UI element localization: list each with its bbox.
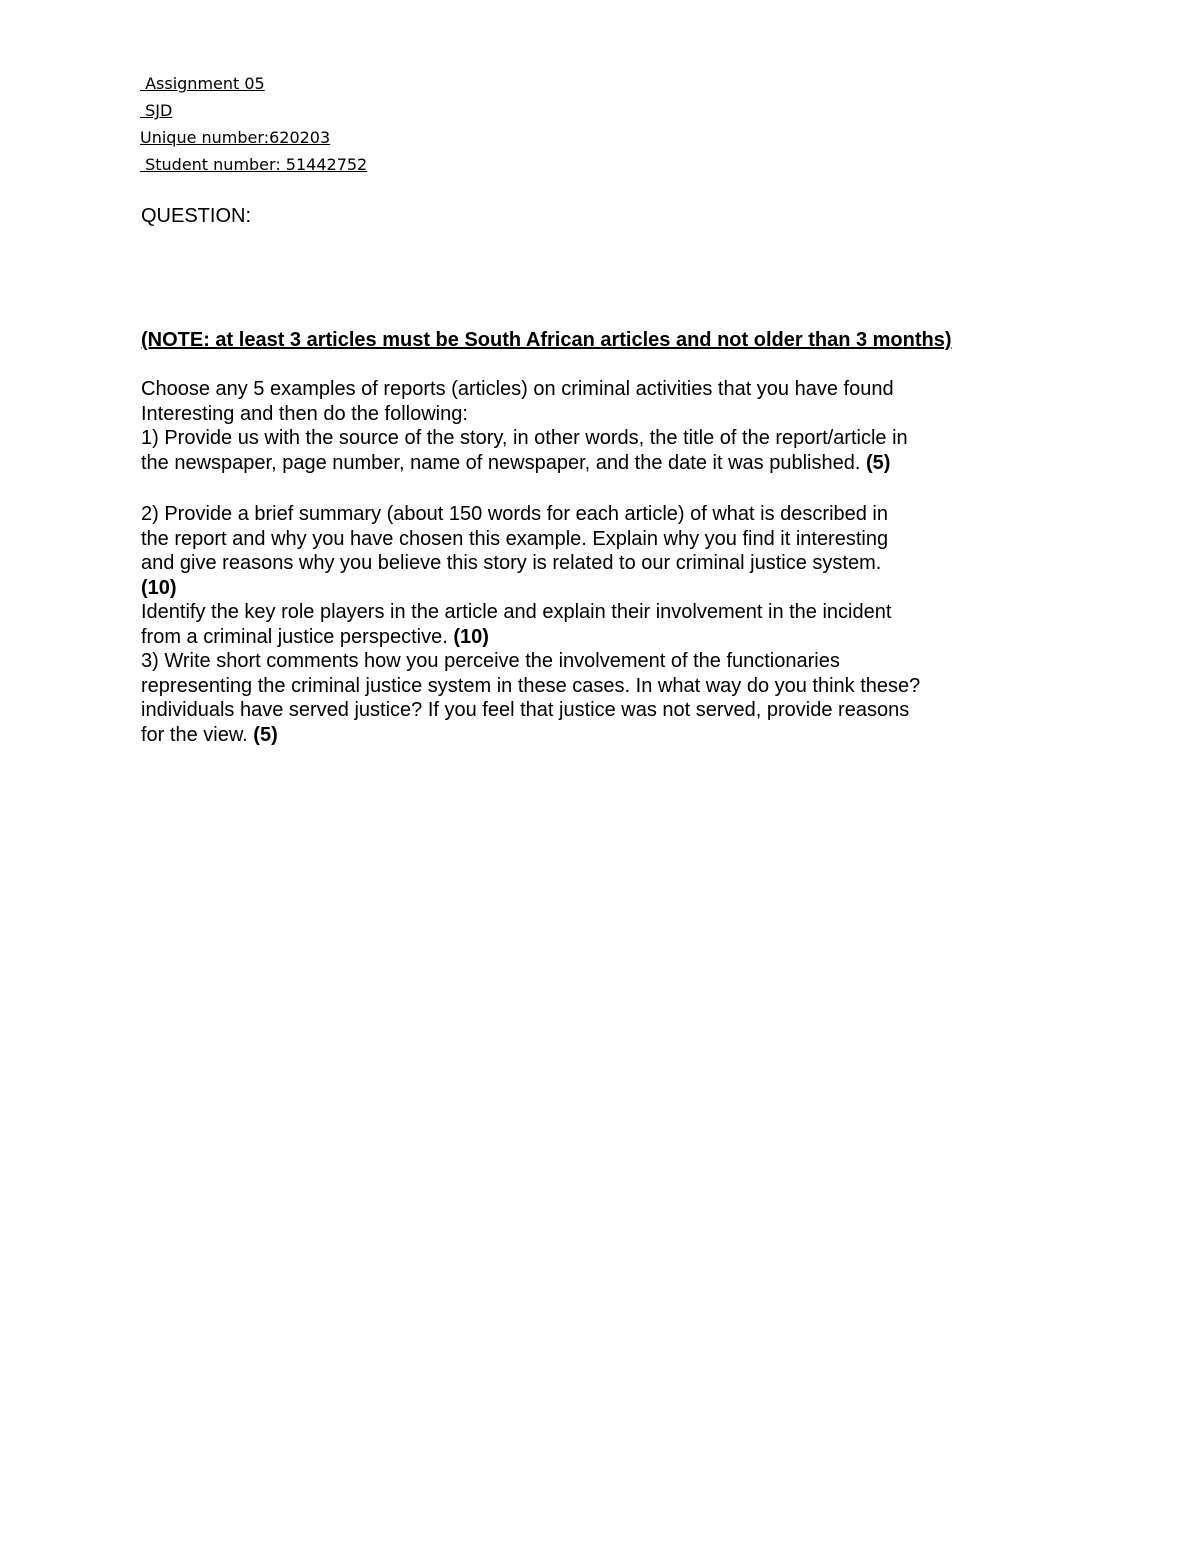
item2-paragraph xyxy=(141,502,1021,747)
item1-marks: (5) xyxy=(865,451,891,474)
unique-number: Unique number:620203 xyxy=(140,128,331,147)
item2-marks: (10) xyxy=(141,576,177,599)
item1-text: the newspaper, page number, name of newspaper, and the date it was published. xyxy=(141,451,861,474)
roles-marks: (10) xyxy=(453,625,489,648)
student-number: Student number: 51442752 xyxy=(140,155,368,174)
item1-line xyxy=(141,451,1021,476)
item3-line: individuals have served justice? If you feel that justice was not served, provide reasons xyxy=(141,699,910,721)
question-label: QUESTION: xyxy=(141,205,252,227)
intro-line: Choose any 5 examples of reports (articles) on criminal activities that you have found xyxy=(141,378,894,400)
item1-line: 1) Provide us with the source of the story, in other words, the title of the report/article in xyxy=(141,427,908,449)
intro-paragraph xyxy=(141,377,1021,475)
item2-line: 2) Provide a brief summary (about 150 words for each article) of what is described in xyxy=(141,503,889,525)
item2-line: the report and why you have chosen this example. Explain why you find it interesting xyxy=(141,527,889,550)
note-heading: (NOTE: at least 3 articles must be South African articles and not older than 3 months) xyxy=(141,329,952,351)
item3-line: 3) Write short comments how you perceive the involvement of the functionaries xyxy=(141,650,840,672)
item2-line: and give reasons why you believe this story is related to our criminal justice system. xyxy=(141,552,882,574)
course-code: SJD xyxy=(140,101,173,120)
roles-text: from a criminal justice perspective. xyxy=(141,625,448,648)
item3-text: for the view. xyxy=(141,723,248,746)
roles-line: Identify the key role players in the article and explain their involvement in the incident xyxy=(141,601,892,623)
roles-line xyxy=(141,625,1021,650)
assignment-title: Assignment 05 xyxy=(140,74,265,93)
intro-line: Interesting and then do the following: xyxy=(141,402,468,425)
item3-marks: (5) xyxy=(253,723,278,746)
item3-line: representing the criminal justice system in these cases. In what way do you think these? xyxy=(141,674,921,697)
item3-line xyxy=(141,723,1021,748)
